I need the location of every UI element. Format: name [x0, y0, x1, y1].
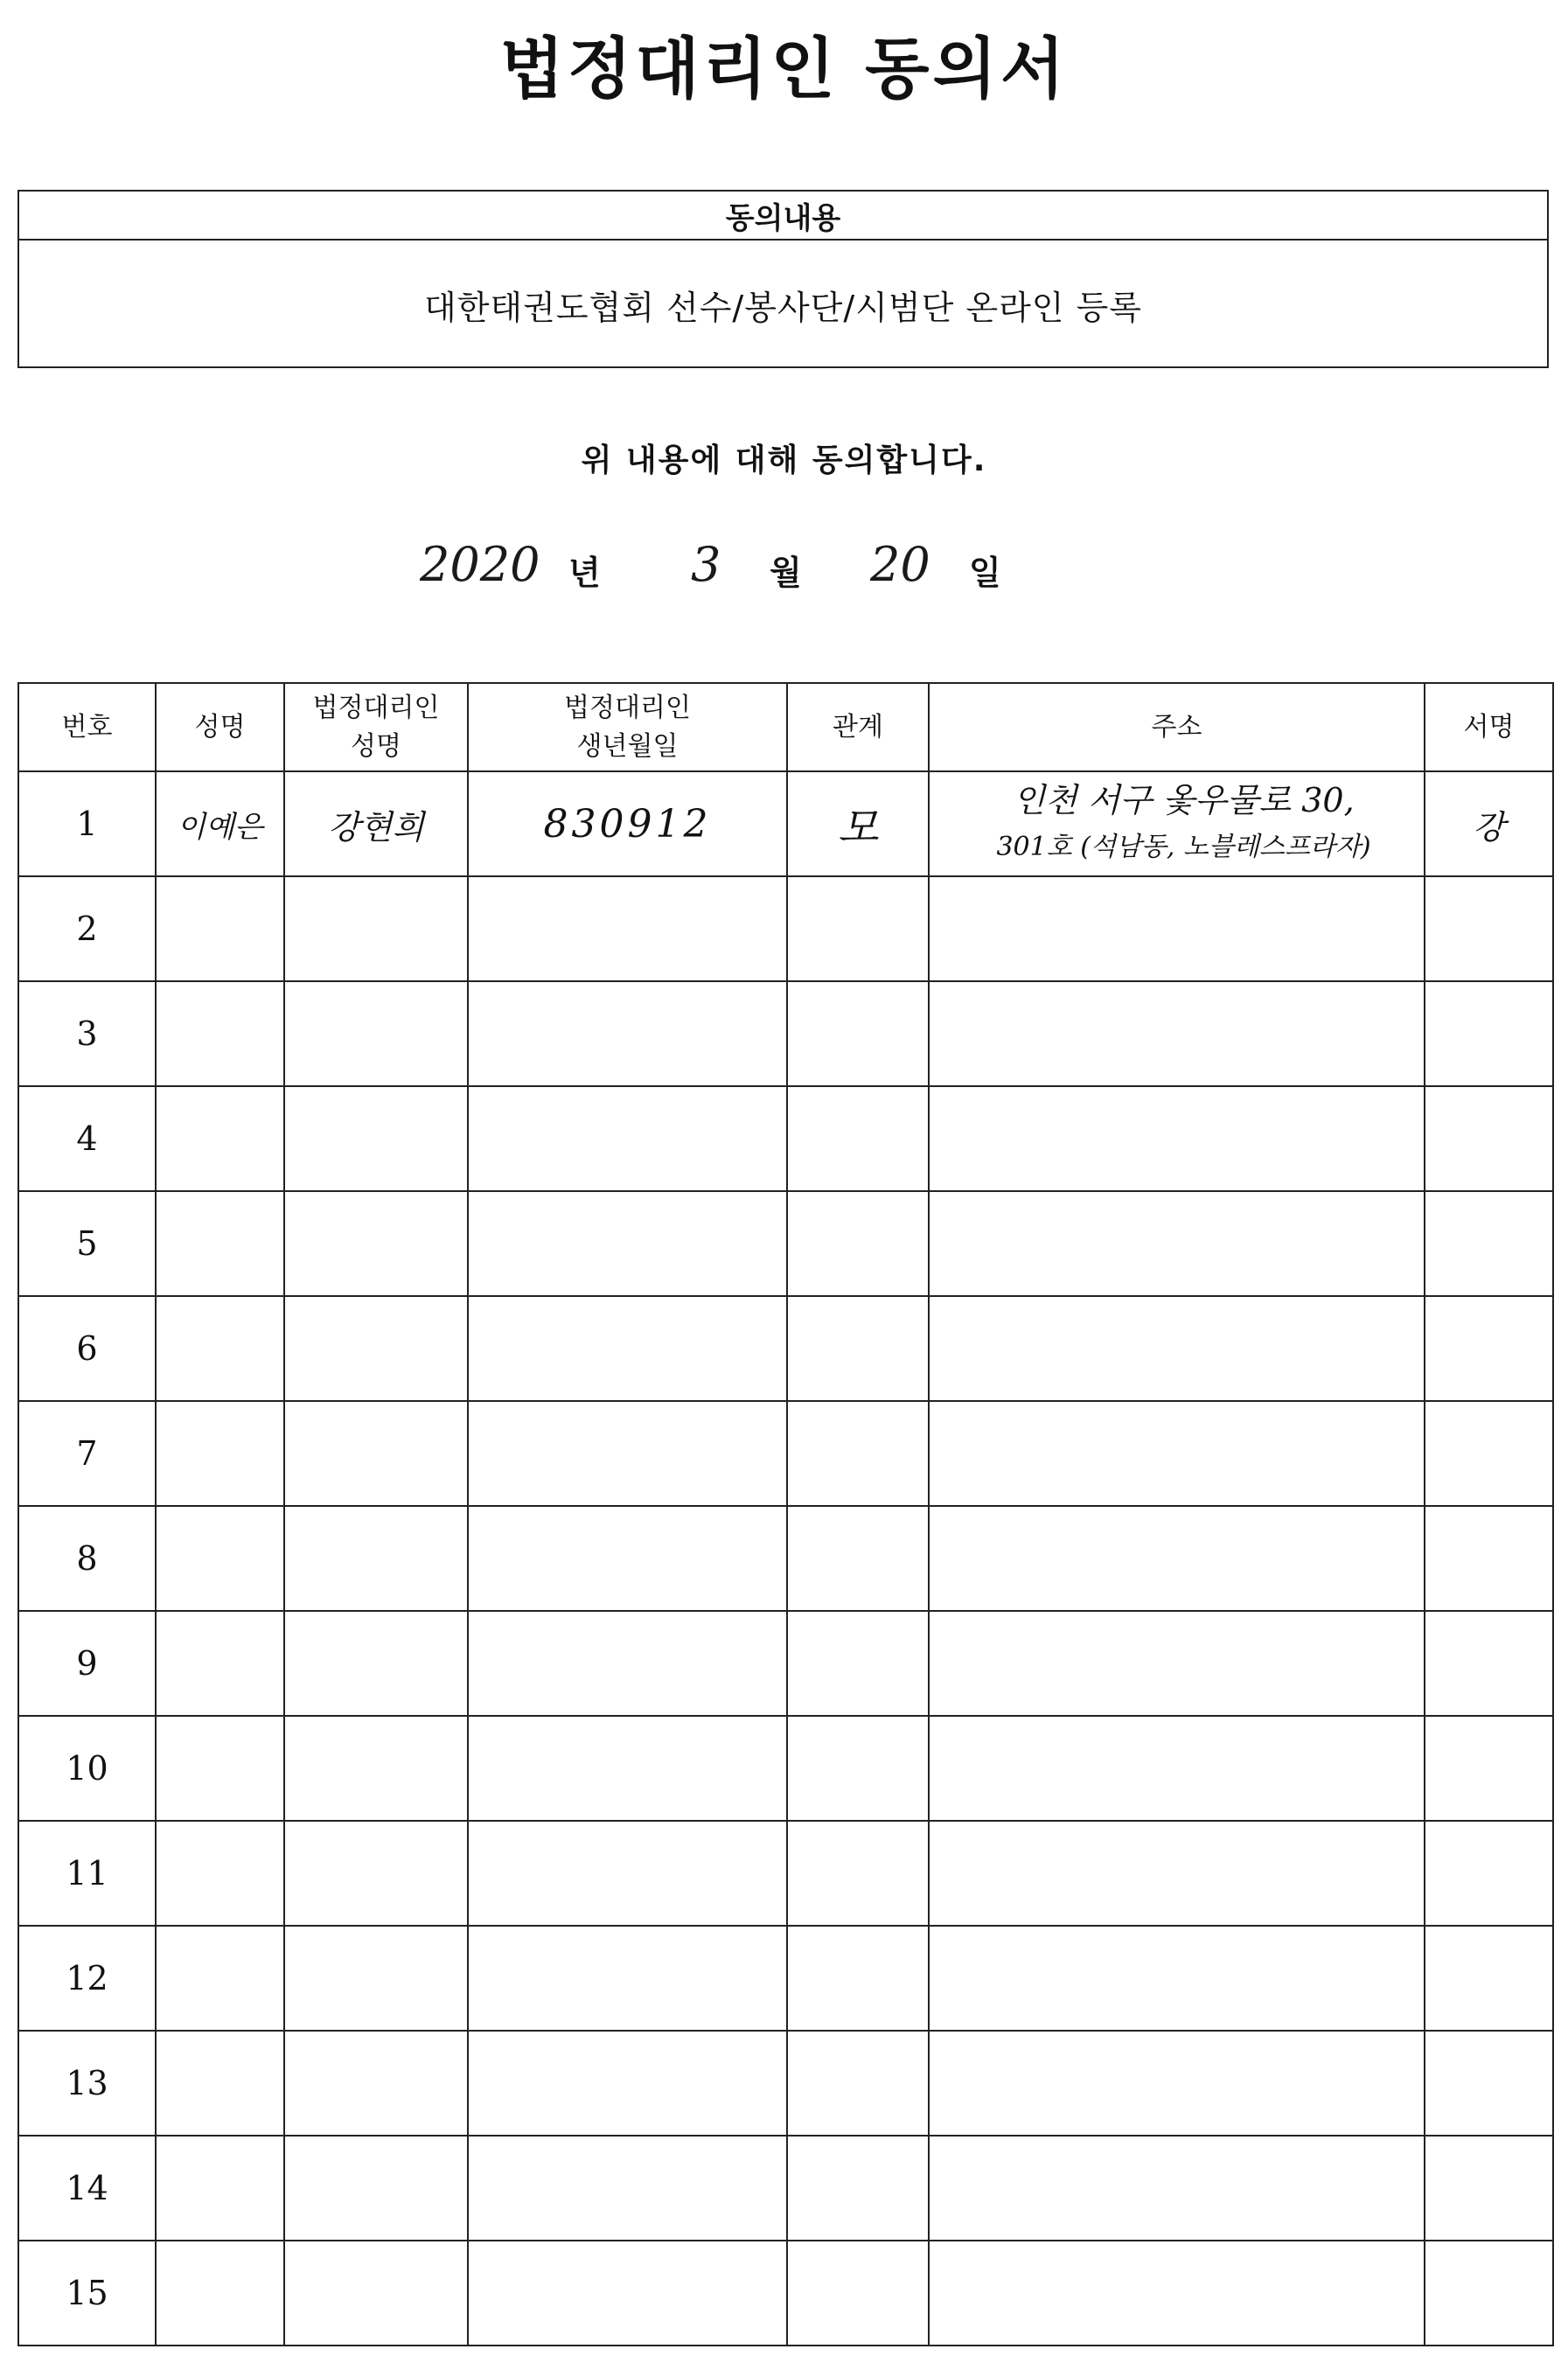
date-year-unit: 년 — [568, 554, 601, 592]
row-no: 4 — [18, 1086, 156, 1191]
row-address — [929, 1401, 1425, 1506]
table-row — [18, 1086, 1553, 1191]
row-name — [156, 1716, 284, 1821]
row-guardian-birth — [468, 2031, 787, 2136]
table-row — [18, 876, 1553, 981]
row-relation — [787, 2241, 929, 2346]
row-guardian-name — [284, 1926, 468, 2031]
row-guardian-name — [284, 876, 468, 981]
row-guardian-name — [284, 1191, 468, 1296]
row-no: 15 — [18, 2241, 156, 2346]
row-guardian-birth — [468, 1296, 787, 1401]
row-guardian-birth: 830912 — [468, 771, 787, 876]
row-signature — [1425, 1926, 1553, 2031]
row-no: 3 — [18, 981, 156, 1086]
header-guardian-birth — [468, 683, 787, 771]
row-signature — [1425, 1086, 1553, 1191]
row-name — [156, 1296, 284, 1401]
row-name — [156, 1191, 284, 1296]
document-title: 법정대리인 동의서 — [499, 30, 1069, 108]
row-no: 9 — [18, 1611, 156, 1716]
row-signature: 강 — [1425, 771, 1553, 876]
table-row — [18, 1401, 1553, 1506]
row-relation: 모 — [787, 771, 929, 876]
row-no: 6 — [18, 1296, 156, 1401]
row-relation — [787, 2031, 929, 2136]
row-guardian-name — [284, 981, 468, 1086]
table-row — [18, 1926, 1553, 2031]
agreement-statement: 위 내용에 대해 동의합니다. — [581, 443, 987, 478]
row-guardian-name — [284, 1401, 468, 1506]
table-row — [18, 1506, 1553, 1611]
row-name — [156, 876, 284, 981]
row-guardian-birth — [468, 1401, 787, 1506]
header-guardian-name-line1: 법정대리인 — [312, 692, 440, 723]
guardian-consent-table — [17, 682, 1554, 2346]
row-relation — [787, 1506, 929, 1611]
table-row — [18, 2241, 1553, 2346]
row-name — [156, 1611, 284, 1716]
row-signature — [1425, 1506, 1553, 1611]
row-name: 이예은 — [156, 771, 284, 876]
row-address — [929, 1506, 1425, 1611]
row-guardian-birth — [468, 876, 787, 981]
row-guardian-birth — [468, 1191, 787, 1296]
row-no: 11 — [18, 1821, 156, 1926]
row-address — [929, 1296, 1425, 1401]
row-relation — [787, 1401, 929, 1506]
row-guardian-name: 강현희 — [284, 771, 468, 876]
date-day-unit: 일 — [969, 554, 1001, 592]
row-no: 14 — [18, 2136, 156, 2241]
table-row — [18, 1716, 1553, 1821]
date-year: 2020 — [420, 537, 540, 592]
row-signature — [1425, 2136, 1553, 2241]
row-relation — [787, 2136, 929, 2241]
row-no: 2 — [18, 876, 156, 981]
row-address — [929, 1926, 1425, 2031]
row-name — [156, 1926, 284, 2031]
table-row — [18, 771, 1553, 876]
row-address — [929, 876, 1425, 981]
row-name — [156, 981, 284, 1086]
row-address — [929, 771, 1425, 876]
row-no: 10 — [18, 1716, 156, 1821]
row-relation — [787, 981, 929, 1086]
row-guardian-name — [284, 2136, 468, 2241]
row-guardian-birth — [468, 2136, 787, 2241]
date-month-unit: 월 — [770, 554, 802, 592]
row-guardian-name — [284, 1506, 468, 1611]
row-signature — [1425, 2031, 1553, 2136]
row-relation — [787, 1926, 929, 2031]
row-guardian-name — [284, 1611, 468, 1716]
row-no: 1 — [18, 771, 156, 876]
row-relation — [787, 1611, 929, 1716]
row-name — [156, 1401, 284, 1506]
header-guardian-name-line2: 성명 — [351, 730, 401, 762]
row-guardian-birth — [468, 981, 787, 1086]
row-guardian-name — [284, 2241, 468, 2346]
row-address — [929, 981, 1425, 1086]
header-relation: 관계 — [787, 683, 929, 771]
row-guardian-birth — [468, 1716, 787, 1821]
row-guardian-name — [284, 1716, 468, 1821]
table-row — [18, 2031, 1553, 2136]
row-address-line1: 인천 서구 옻우물로 30, — [1013, 781, 1355, 819]
row-signature — [1425, 1401, 1553, 1506]
row-signature — [1425, 1821, 1553, 1926]
header-signature: 서명 — [1425, 683, 1553, 771]
row-guardian-birth — [468, 2241, 787, 2346]
row-name — [156, 2136, 284, 2241]
row-no: 7 — [18, 1401, 156, 1506]
row-address — [929, 1191, 1425, 1296]
row-address — [929, 2136, 1425, 2241]
row-no: 13 — [18, 2031, 156, 2136]
row-relation — [787, 1086, 929, 1191]
row-name — [156, 1506, 284, 1611]
row-name — [156, 2241, 284, 2346]
table-row — [18, 2136, 1553, 2241]
date-day: 20 — [870, 537, 930, 592]
row-name — [156, 1086, 284, 1191]
row-relation — [787, 1296, 929, 1401]
row-guardian-name — [284, 1296, 468, 1401]
header-no: 번호 — [18, 683, 156, 771]
table-row — [18, 1611, 1553, 1716]
row-address — [929, 1611, 1425, 1716]
row-guardian-name — [284, 2031, 468, 2136]
row-no: 5 — [18, 1191, 156, 1296]
row-signature — [1425, 876, 1553, 981]
row-signature — [1425, 1716, 1553, 1821]
table-row — [18, 1296, 1553, 1401]
header-guardian-name — [284, 683, 468, 771]
table-header-row — [18, 683, 1553, 771]
row-guardian-birth — [468, 1821, 787, 1926]
header-guardian-birth-line1: 법정대리인 — [564, 692, 691, 723]
row-guardian-birth — [468, 1506, 787, 1611]
row-guardian-name — [284, 1086, 468, 1191]
row-address — [929, 1086, 1425, 1191]
row-signature — [1425, 981, 1553, 1086]
row-relation — [787, 876, 929, 981]
consent-content: 대한태권도협회 선수/봉사단/시범단 온라인 등록 — [423, 288, 1142, 327]
header-address: 주소 — [929, 683, 1425, 771]
row-name — [156, 1821, 284, 1926]
table-row — [18, 1821, 1553, 1926]
row-no: 8 — [18, 1506, 156, 1611]
table-row — [18, 1191, 1553, 1296]
row-signature — [1425, 1296, 1553, 1401]
row-relation — [787, 1716, 929, 1821]
row-signature — [1425, 2241, 1553, 2346]
row-guardian-birth — [468, 1926, 787, 2031]
date-line — [0, 533, 1568, 603]
consent-box — [17, 190, 1549, 368]
row-no: 12 — [18, 1926, 156, 2031]
row-address-line2: 301호 (석남동, 노블레스프라자) — [996, 832, 1371, 862]
row-relation — [787, 1191, 929, 1296]
row-address — [929, 1821, 1425, 1926]
row-name — [156, 2031, 284, 2136]
row-address — [929, 2241, 1425, 2346]
row-guardian-birth — [468, 1086, 787, 1191]
row-signature — [1425, 1191, 1553, 1296]
row-guardian-name — [284, 1821, 468, 1926]
header-guardian-birth-line2: 생년월일 — [576, 730, 679, 762]
row-signature — [1425, 1611, 1553, 1716]
row-guardian-birth — [468, 1611, 787, 1716]
row-address — [929, 1716, 1425, 1821]
row-relation — [787, 1821, 929, 1926]
consent-header: 동의내용 — [19, 192, 1547, 240]
row-address — [929, 2031, 1425, 2136]
table-row — [18, 981, 1553, 1086]
date-month: 3 — [691, 537, 721, 592]
header-name: 성명 — [156, 683, 284, 771]
